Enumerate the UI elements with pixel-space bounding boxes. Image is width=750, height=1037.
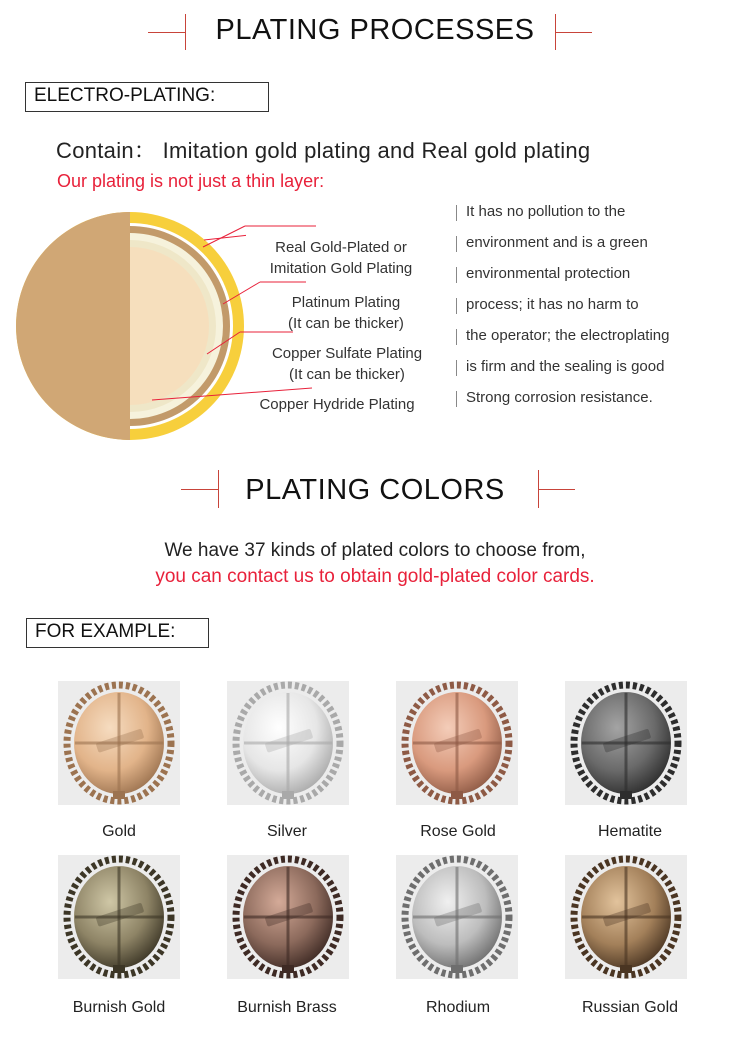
plating-note: Our plating is not just a thin layer: [57,171,325,191]
header-deco-line-right [538,489,575,490]
colors-intro-line2: you can contact us to obtain gold-plated color cards. [155,566,595,587]
swatch-image-russian-gold [565,855,687,979]
header-deco-line-right [555,32,592,33]
layer-label-copper-hydride: Copper Hydride Plating [259,396,415,413]
description-line: environment and is a green [466,234,648,251]
layer-label-gold: Real Gold-Plated or Imitation Gold Plating [269,239,413,277]
description-line: process; it has no harm to [466,296,639,313]
description-line: the operator; the electroplating [466,327,670,344]
description-line: It has no pollution to the [466,203,626,220]
colors-intro-line1: We have 37 kinds of plated colors to choose from, [164,540,586,561]
swatch-image-burnish-gold [58,855,180,979]
swatch-image-rose-gold [396,681,518,805]
swatch-label: Silver [266,823,307,840]
swatch-image-gold [58,681,180,805]
description-line: environmental protection [466,265,631,282]
swatch-image-burnish-brass [227,855,349,979]
colors-title: PLATING COLORS [245,474,505,506]
layer-label-platinum: Platinum Plating (It can be thicker) [288,294,404,332]
swatch-label: Burnish Gold [72,999,166,1016]
swatch-label: Hematite [597,823,663,840]
swatch-image-silver [227,681,349,805]
swatch-label: Burnish Brass [237,999,337,1016]
swatch-label: Gold [102,823,136,840]
swatch-label: Russian Gold [581,999,679,1016]
swatch-label: Rose Gold [420,823,496,840]
swatch-image-rhodium [396,855,518,979]
swatch-label: Rhodium [425,999,491,1016]
description-line: is firm and the sealing is good [466,358,665,375]
for-example-label: FOR EXAMPLE: [26,618,209,648]
contain-text: Contain： Imitation gold plating and Real gold plating [56,138,591,163]
processes-title: PLATING PROCESSES [215,14,535,46]
electro-plating-label: ELECTRO-PLATING: [25,82,269,112]
description-line: Strong corrosion resistance. [466,389,653,406]
swatch-image-hematite [565,681,687,805]
layer-label-copper-sulfate: Copper Sulfate Plating (It can be thicker) [271,345,423,383]
